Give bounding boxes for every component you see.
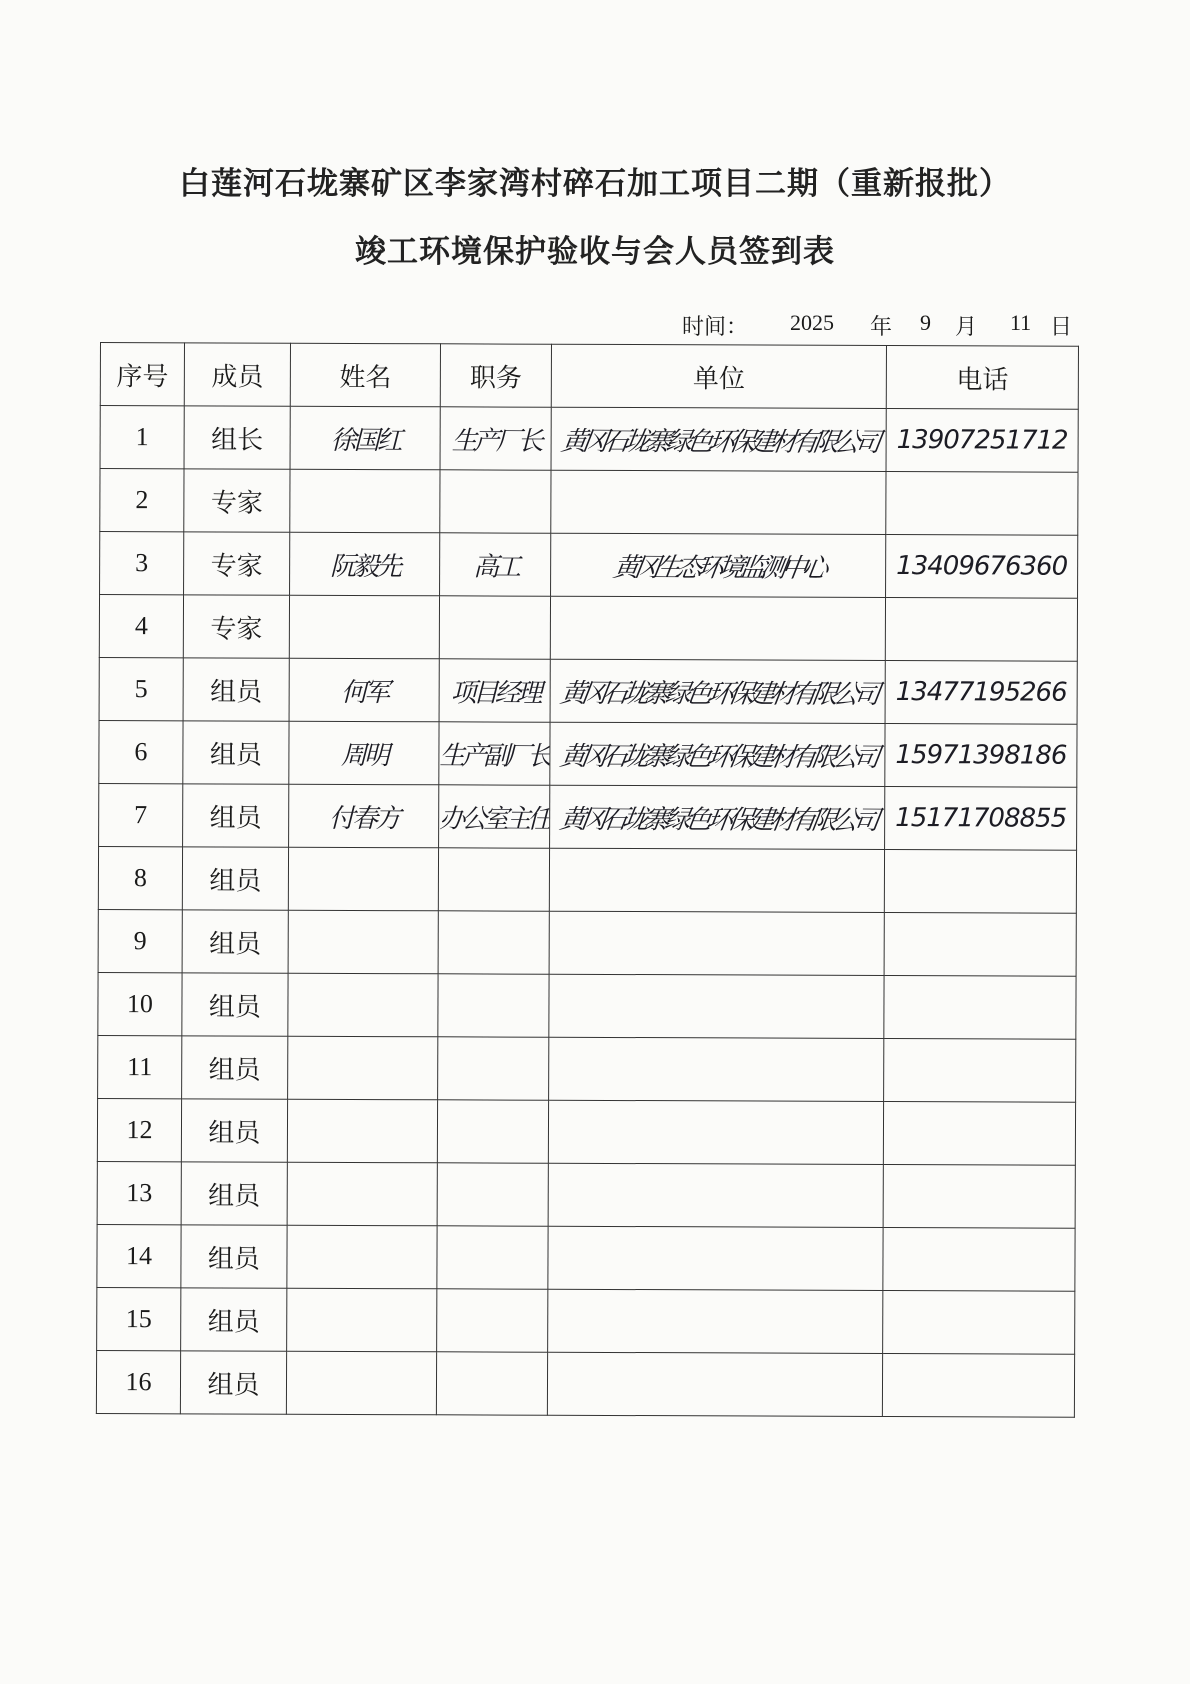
position-cell: 办公室主任 [439, 785, 550, 848]
position-cell [437, 1100, 548, 1163]
signature-name-cell: 何军 [289, 658, 439, 722]
unit-cell [544, 974, 888, 1038]
phone-cell [883, 1228, 1075, 1292]
position-cell [439, 596, 550, 659]
document-title-line1: 白莲河石垅寨矿区李家湾村碎石加工项目二期（重新报批） [179, 166, 1011, 202]
table-body [96, 406, 1078, 1418]
row-number-cell: 12 [97, 1098, 181, 1161]
column-header-unit: 单位 [551, 344, 886, 408]
row-number-cell: 1 [100, 406, 184, 469]
table-row [96, 1350, 1074, 1417]
signature-name-cell [288, 1036, 438, 1100]
row-number-cell: 2 [100, 469, 184, 532]
signature-name-cell [288, 910, 438, 974]
table-row [98, 1035, 1076, 1102]
table-header-row [100, 343, 1078, 410]
signature-name-cell [287, 1162, 437, 1226]
row-number-cell: 8 [98, 846, 182, 909]
signature-name-cell: 阮毅先 [290, 532, 440, 596]
row-number-cell: 11 [98, 1035, 182, 1098]
table-row [97, 1287, 1075, 1354]
row-number-cell: 14 [97, 1224, 181, 1287]
row-number-cell: 9 [98, 909, 182, 972]
role-cell: 组员 [183, 784, 289, 847]
role-cell: 组长 [184, 406, 290, 469]
date-year-unit: 年 [870, 315, 893, 340]
table-row [97, 1098, 1075, 1165]
unit-cell [543, 1226, 887, 1290]
role-cell: 专家 [184, 469, 290, 532]
role-cell: 组员 [182, 973, 288, 1036]
unit-cell [545, 911, 889, 975]
row-number-cell: 13 [97, 1161, 181, 1224]
column-header-phone: 电话 [886, 346, 1078, 410]
unit-cell: 黄冈石垅寨绿色环保建材有限公司 [545, 722, 889, 786]
table-row [98, 909, 1076, 976]
signature-name-cell [287, 1288, 437, 1352]
attendance-table [96, 342, 1079, 1418]
row-number-cell: 5 [99, 657, 183, 720]
unit-cell: 黄冈石垅寨绿色环保建材有限公司 [547, 407, 891, 471]
column-header-no: 序号 [100, 343, 184, 406]
role-cell: 组员 [181, 1288, 287, 1351]
table-row [98, 972, 1076, 1039]
row-number-cell: 7 [99, 783, 183, 846]
table-row [97, 1224, 1075, 1291]
table-row [99, 783, 1077, 850]
role-cell: 组员 [182, 910, 288, 973]
unit-cell: 黄冈石垅寨绿色环保建材有限公司 [545, 785, 889, 849]
role-cell: 专家 [183, 595, 289, 658]
position-cell: 高工 [440, 533, 551, 596]
document-title-line2: 竣工环境保护验收与会人员签到表 [355, 234, 835, 270]
signature-name-cell [290, 469, 440, 533]
role-cell: 组员 [183, 658, 289, 721]
phone-cell [884, 1039, 1076, 1103]
date-day: 11 [1010, 310, 1032, 335]
signature-name-cell [289, 595, 439, 659]
row-number-cell: 4 [99, 595, 183, 658]
unit-cell: 黄冈石垅寨绿色环保建材有限公司 [546, 659, 890, 723]
column-header-name: 姓名 [290, 343, 440, 407]
role-cell: 组员 [181, 1099, 287, 1162]
phone-cell: 15971398186 [885, 724, 1077, 788]
phone-cell [886, 472, 1078, 536]
position-cell [438, 911, 549, 974]
signature-name-cell: 付春方 [289, 784, 439, 848]
position-cell [437, 1289, 548, 1352]
phone-cell [882, 1354, 1074, 1418]
position-cell [438, 1037, 549, 1100]
position-cell [437, 1226, 548, 1289]
role-cell: 组员 [183, 721, 289, 784]
table-row [97, 1161, 1075, 1228]
position-cell [438, 848, 549, 911]
row-number-cell: 10 [98, 972, 182, 1035]
role-cell: 组员 [182, 847, 288, 910]
unit-cell [546, 470, 890, 534]
position-cell: 生产副厂长 [439, 722, 550, 785]
table-row [100, 532, 1078, 599]
unit-cell [544, 1037, 888, 1101]
position-cell: 项目经理 [439, 659, 550, 722]
phone-cell [883, 1165, 1075, 1229]
table-row [99, 595, 1077, 662]
phone-cell: 13409676360 [886, 535, 1078, 599]
position-cell [437, 1163, 548, 1226]
phone-cell [883, 1291, 1075, 1355]
row-number-cell: 6 [99, 720, 183, 783]
phone-cell [884, 976, 1076, 1040]
role-cell: 组员 [181, 1225, 287, 1288]
phone-cell [884, 850, 1076, 914]
table-row [100, 469, 1078, 536]
signature-name-cell: 周明 [289, 721, 439, 785]
position-cell [438, 974, 549, 1037]
phone-cell [885, 598, 1077, 662]
table-row [99, 657, 1077, 724]
phone-cell: 13477195266 [885, 661, 1077, 725]
date-month-unit: 月 [955, 315, 978, 340]
date-day-unit: 日 [1050, 315, 1073, 340]
signature-name-cell: 徐国红 [290, 406, 440, 470]
role-cell: 组员 [180, 1351, 286, 1414]
column-header-position: 职务 [440, 344, 551, 407]
date-line [0, 310, 1080, 346]
unit-cell [544, 1100, 888, 1164]
signature-name-cell [287, 1225, 437, 1289]
signature-name-cell [286, 1351, 436, 1415]
table-row [99, 720, 1077, 787]
date-label: 时间： [682, 315, 749, 340]
phone-cell [883, 1102, 1075, 1166]
date-year: 2025 [790, 310, 834, 335]
row-number-cell: 16 [96, 1350, 180, 1413]
phone-cell [884, 913, 1076, 977]
row-number-cell: 3 [100, 532, 184, 595]
position-cell [440, 470, 551, 533]
position-cell [436, 1352, 547, 1415]
position-cell: 生产厂长 [440, 407, 551, 470]
table-row [98, 846, 1076, 913]
signature-name-cell [287, 1099, 437, 1163]
column-header-role: 成员 [184, 343, 290, 406]
role-cell: 专家 [184, 532, 290, 595]
unit-cell [546, 596, 890, 660]
unit-cell [543, 1352, 887, 1416]
role-cell: 组员 [181, 1162, 287, 1225]
signature-name-cell [288, 847, 438, 911]
signature-name-cell [288, 973, 438, 1037]
phone-cell: 13907251712 [886, 409, 1078, 473]
phone-cell: 15171708855 [885, 787, 1077, 851]
unit-cell [545, 848, 889, 912]
unit-cell: 黄冈生态环境监测中心 [546, 533, 890, 597]
unit-cell [543, 1289, 887, 1353]
table-row [100, 406, 1078, 473]
date-month: 9 [920, 310, 931, 335]
unit-cell [544, 1163, 888, 1227]
row-number-cell: 15 [97, 1287, 181, 1350]
role-cell: 组员 [182, 1036, 288, 1099]
